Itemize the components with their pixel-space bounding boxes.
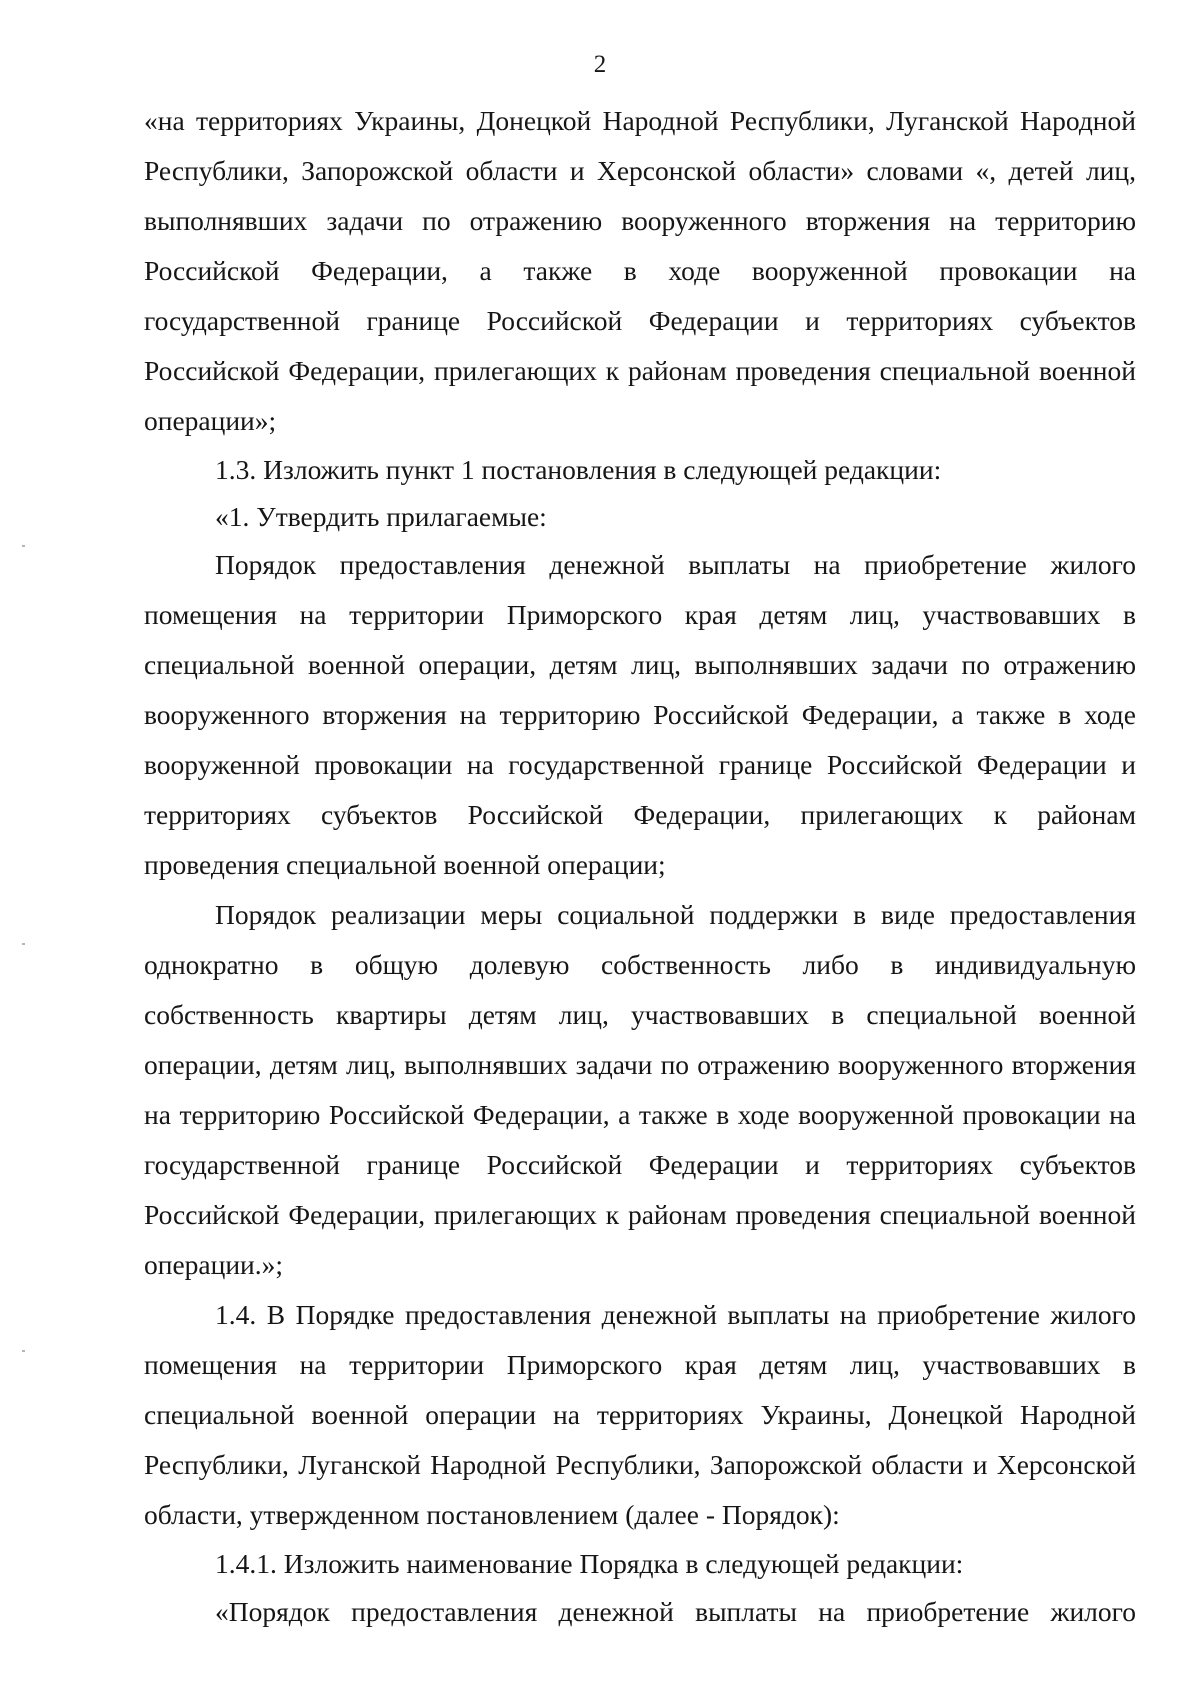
paragraph-continuation: «на территориях Украины, Донецкой Народной Республики, Луганской Народной Республики, Запорожской области и Херсонской области» словами «, детей лиц, выполнявших задачи по отражению вооруженного вторжения на территорию Российской Федерации, а также в ходе вооруженной провокации на государственной границе Российской Федерации и территориях субъектов Российской Федерации, прилегающих к районам проведения специальной военной операции»;: [144, 105, 1136, 436]
document-body: [144, 96, 1136, 1637]
margin-mark: [22, 943, 25, 945]
margin-mark: [22, 545, 25, 547]
paragraph-order-title: «Порядок предоставления денежной выплаты на приобретение жилого: [215, 1596, 1136, 1627]
paragraph-item-1-4: 1.4. В Порядке предоставления денежной выплаты на приобретение жилого помещения на территории Приморского края детям лиц, участвовавших в специальной военной операции на территориях Украины, Донецкой Народной Республики, Луганской Народной Республики, Запорожской области и Херсонской области, утвержденном постановлением (далее - Порядок):: [144, 1299, 1136, 1530]
paragraph-order-payment: Порядок предоставления денежной выплаты на приобретение жилого помещения на территории Приморского края детям лиц, участвовавших в специальной военной операции, детям лиц, выполнявших задачи по отражению вооруженного вторжения на территорию Российской Федерации, а также в ходе вооруженной провокации на государственной границе Российской Федерации и территориях субъектов Российской Федерации, прилегающих к районам проведения специальной военной операции;: [144, 549, 1136, 880]
paragraph-item-1-3: 1.3. Изложить пункт 1 постановления в следующей редакции:: [215, 454, 942, 485]
paragraph-order-apartment: Порядок реализации меры социальной поддержки в виде предоставления однократно в общую долевую собственность либо в индивидуальную собственность квартиры детям лиц, участвовавших в специальной военной операции, детям лиц, выполнявших задачи по отражению вооруженного вторжения на территорию Российской Федерации, а также в ходе вооруженной провокации на государственной границе Российской Федерации и территориях субъектов Российской Федерации, прилегающих к районам проведения специальной военной операции.»;: [144, 899, 1136, 1280]
paragraph-item-1-4-1: 1.4.1. Изложить наименование Порядка в следующей редакции:: [215, 1548, 964, 1579]
margin-mark: [22, 1350, 25, 1352]
page-number: 2: [593, 51, 607, 78]
paragraph-approve: «1. Утвердить прилагаемые:: [215, 501, 547, 532]
